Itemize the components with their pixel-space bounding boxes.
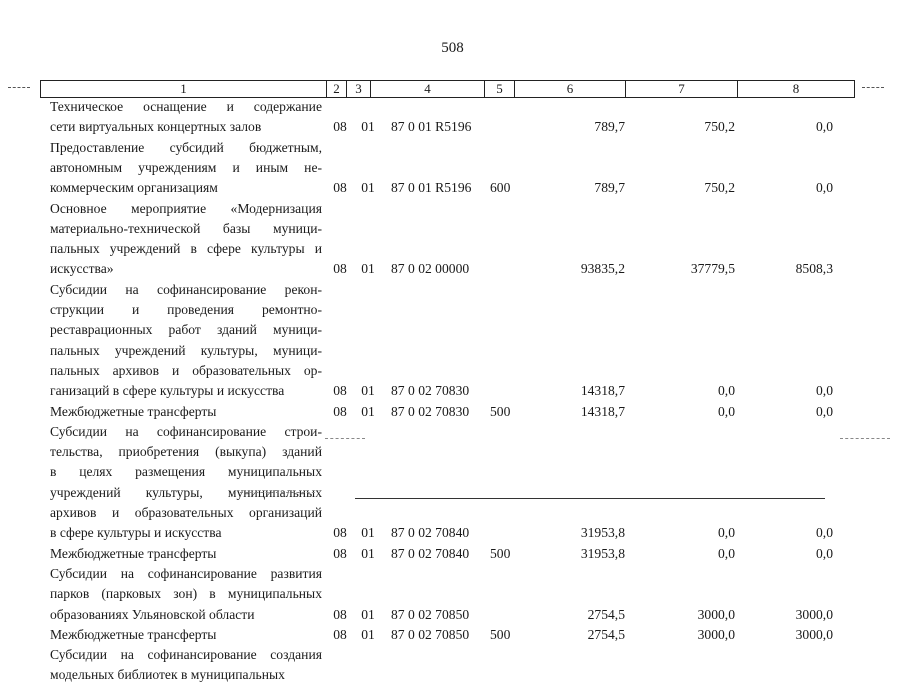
row-cell-c2: 08 xyxy=(333,626,347,642)
row-cell-c4: 87 0 02 70850 xyxy=(391,626,470,642)
row-cell-c6: 31953,8 xyxy=(580,545,625,561)
header-cell: 2 xyxy=(327,81,347,97)
row-cell-c4: 87 0 01 R5196 xyxy=(391,119,472,135)
row-name-line: образованиях Ульяновской области xyxy=(50,606,255,622)
row-cell-c5: 500 xyxy=(490,403,511,419)
row-cell-c2: 08 xyxy=(333,261,347,277)
scan-noise xyxy=(840,438,890,439)
row-cell-c6: 14318,7 xyxy=(580,403,625,419)
row-cell-c6: 2754,5 xyxy=(587,626,625,642)
row-cell-c2: 08 xyxy=(333,606,347,622)
row-name-line: Субсидии на софинансирование рекон- xyxy=(50,281,322,297)
row-cell-c4: 87 0 02 70830 xyxy=(391,403,470,419)
row-name-line: модельных библиотек в муниципальных xyxy=(50,667,285,683)
row-cell-c6: 31953,8 xyxy=(580,525,625,541)
row-name-line: струкции и проведения ремонтно- xyxy=(50,302,322,317)
row-cell-c4: 87 0 01 R5196 xyxy=(391,180,472,196)
row-name-line: Предоставление субсидий бюджетным, xyxy=(50,139,322,155)
row-name-line: Субсидии на софинансирование строи- xyxy=(50,423,322,439)
row-name-line: автономным учреждениям и иным не- xyxy=(50,159,322,175)
row-name-line: материально-технической базы муници- xyxy=(50,220,322,236)
row-cell-c3: 01 xyxy=(361,606,375,622)
row-cell-c8: 8508,3 xyxy=(795,261,833,277)
row-cell-c2: 08 xyxy=(333,180,347,196)
row-cell-c3: 01 xyxy=(361,525,375,541)
row-cell-c3: 01 xyxy=(361,261,375,277)
page-number: 508 xyxy=(441,40,464,56)
row-cell-c6: 2754,5 xyxy=(587,606,625,622)
row-cell-c6: 789,7 xyxy=(594,180,625,196)
row-cell-c6: 14318,7 xyxy=(580,383,625,399)
row-name-line: Межбюджетные трансферты xyxy=(50,403,217,419)
row-cell-c7: 750,2 xyxy=(704,119,735,135)
row-cell-c2: 08 xyxy=(333,119,347,135)
row-name-line: в сфере культуры и искусства xyxy=(50,525,222,541)
row-cell-c3: 01 xyxy=(361,180,375,196)
row-cell-c2: 08 xyxy=(333,545,347,561)
row-name-line: ганизаций в сфере культуры и искусства xyxy=(50,383,285,399)
row-name-line: пальных учреждений культуры, муници- xyxy=(50,342,322,358)
row-cell-c8: 0,0 xyxy=(816,180,833,196)
row-cell-c3: 01 xyxy=(361,403,375,419)
row-cell-c5: 500 xyxy=(490,626,511,642)
row-cell-c7: 37779,5 xyxy=(690,261,735,277)
row-cell-c7: 0,0 xyxy=(718,403,735,419)
header-cell: 5 xyxy=(485,81,515,97)
row-name-line: пальных учреждений в сфере культуры и xyxy=(50,241,322,257)
row-cell-c6: 789,7 xyxy=(594,119,625,135)
row-cell-c2: 08 xyxy=(333,383,347,399)
row-cell-c7: 750,2 xyxy=(704,180,735,196)
row-name-line: архивов и образовательных организаций xyxy=(50,505,322,520)
header-cell: 3 xyxy=(347,81,371,97)
row-cell-c2: 08 xyxy=(333,403,347,419)
row-cell-c8: 0,0 xyxy=(816,403,833,419)
row-cell-c3: 01 xyxy=(361,545,375,561)
row-cell-c8: 0,0 xyxy=(816,119,833,135)
row-name-line: учреждений культуры, муниципальных xyxy=(50,484,322,500)
row-cell-c4: 87 0 02 70830 xyxy=(391,383,470,399)
row-name-line: сети виртуальных концертных залов xyxy=(50,119,262,135)
row-name-line: Техническое оснащение и содержание xyxy=(50,99,322,114)
row-cell-c4: 87 0 02 70840 xyxy=(391,545,470,561)
row-name-line: тельства, приобретения (выкупа) зданий xyxy=(50,444,322,460)
row-name-line: искусства» xyxy=(50,261,114,277)
row-name-line: Основное мероприятие «Модернизация xyxy=(50,200,322,216)
row-name-line: коммерческим организациям xyxy=(50,180,218,196)
row-cell-c8: 0,0 xyxy=(816,383,833,399)
row-cell-c4: 87 0 02 70840 xyxy=(391,525,470,541)
row-cell-c5: 500 xyxy=(490,545,511,561)
row-cell-c6: 93835,2 xyxy=(580,261,625,277)
header-cell: 7 xyxy=(626,81,738,97)
scan-noise xyxy=(240,492,320,493)
row-cell-c7: 3000,0 xyxy=(697,626,735,642)
header-cell: 4 xyxy=(371,81,485,97)
row-rule xyxy=(355,498,825,499)
row-cell-c3: 01 xyxy=(361,626,375,642)
row-name-line: Межбюджетные трансферты xyxy=(50,545,217,561)
row-name-line: пальных архивов и образовательных ор- xyxy=(50,362,322,378)
row-name-line: Межбюджетные трансферты xyxy=(50,626,217,642)
row-cell-c7: 3000,0 xyxy=(697,606,735,622)
row-cell-c7: 0,0 xyxy=(718,525,735,541)
row-name-line: Субсидии на софинансирование создания xyxy=(50,647,322,663)
row-cell-c8: 0,0 xyxy=(816,545,833,561)
header-cell: 1 xyxy=(41,81,327,97)
row-cell-c4: 87 0 02 70850 xyxy=(391,606,470,622)
row-cell-c8: 3000,0 xyxy=(795,606,833,622)
row-cell-c7: 0,0 xyxy=(718,545,735,561)
row-name-line: Субсидии на софинансирование развития xyxy=(50,565,322,581)
row-name-line: в целях размещения муниципальных xyxy=(50,464,322,480)
row-cell-c5: 600 xyxy=(490,180,511,196)
scan-noise xyxy=(325,438,365,439)
header-cell: 6 xyxy=(515,81,626,97)
row-cell-c7: 0,0 xyxy=(718,383,735,399)
row-cell-c3: 01 xyxy=(361,383,375,399)
row-name-line: реставрационных работ зданий муници- xyxy=(50,322,322,338)
row-cell-c2: 08 xyxy=(333,525,347,541)
row-cell-c3: 01 xyxy=(361,119,375,135)
header-cell: 8 xyxy=(792,81,800,96)
row-cell-c8: 3000,0 xyxy=(795,626,833,642)
row-cell-c8: 0,0 xyxy=(816,525,833,541)
row-cell-c4: 87 0 02 00000 xyxy=(391,261,470,277)
row-name-line: парков (парковых зон) в муниципальных xyxy=(50,586,322,602)
